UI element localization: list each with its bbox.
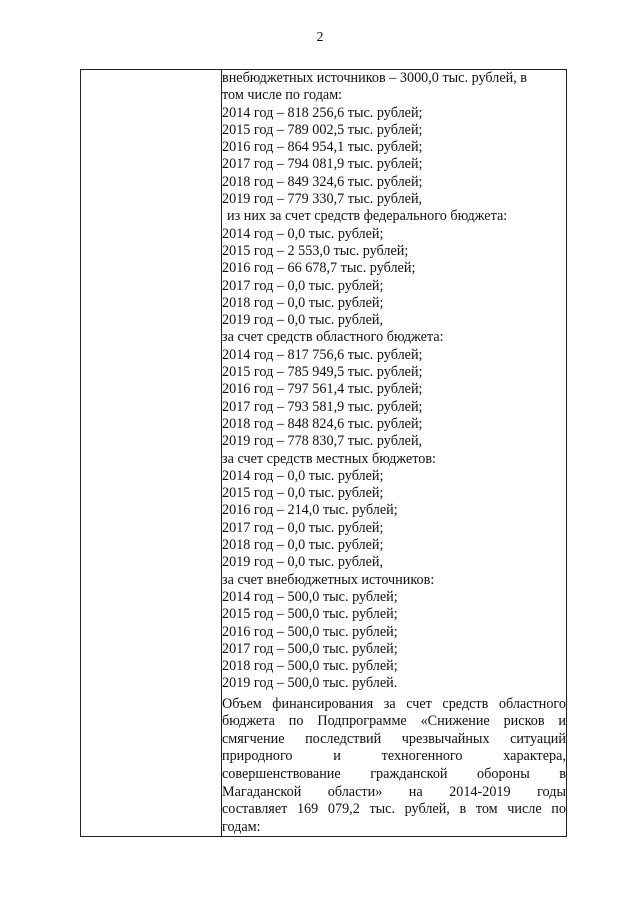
paragraph-line: совершенствование гражданской обороны в bbox=[222, 766, 566, 783]
funding-line: 2016 год – 797 561,4 тыс. рублей; bbox=[222, 381, 423, 398]
funding-line: 2016 год – 864 954,1 тыс. рублей; bbox=[222, 139, 423, 156]
funding-line: 2019 год – 779 330,7 тыс. рублей, bbox=[222, 191, 423, 208]
funding-line: 2014 год – 817 756,6 тыс. рублей; bbox=[222, 346, 423, 363]
funding-line: 2017 год – 0,0 тыс. рублей; bbox=[222, 277, 384, 294]
funding-line: 2019 год – 500,0 тыс. рублей. bbox=[222, 675, 398, 692]
funding-lines bbox=[222, 70, 566, 693]
funding-line: 2014 год – 500,0 тыс. рублей; bbox=[222, 588, 398, 605]
paragraph-line: природного и техногенного характера, bbox=[222, 748, 566, 765]
funding-line: внебюджетных источников – 3000,0 тыс. рублей, в bbox=[222, 70, 528, 86]
paragraph-line: Магаданской области» на 2014-2019 годы bbox=[222, 783, 566, 800]
funding-line: за счет средств местных бюджетов: bbox=[222, 450, 436, 467]
funding-line: 2015 год – 785 949,5 тыс. рублей; bbox=[222, 364, 423, 381]
table-cell-label bbox=[81, 70, 222, 837]
funding-line: 2014 год – 818 256,6 тыс. рублей; bbox=[222, 104, 423, 121]
table-cell-content bbox=[222, 70, 567, 837]
funding-line: 2018 год – 500,0 тыс. рублей; bbox=[222, 658, 398, 675]
funding-line: 2015 год – 500,0 тыс. рублей; bbox=[222, 606, 398, 623]
funding-line: 2017 год – 794 081,9 тыс. рублей; bbox=[222, 156, 423, 173]
funding-line: 2015 год – 789 002,5 тыс. рублей; bbox=[222, 121, 423, 138]
funding-line: 2019 год – 778 830,7 тыс. рублей, bbox=[222, 433, 423, 450]
table-row bbox=[81, 70, 567, 837]
funding-line: из них за счет средств федерального бюджета: bbox=[227, 208, 508, 225]
funding-line: 2018 год – 0,0 тыс. рублей; bbox=[222, 537, 384, 554]
funding-line: том числе по годам: bbox=[222, 87, 343, 104]
paragraph-line: годам: bbox=[222, 818, 261, 835]
funding-line: 2019 год – 0,0 тыс. рублей, bbox=[222, 554, 384, 571]
funding-line: за счет средств областного бюджета: bbox=[222, 329, 444, 346]
funding-line: 2014 год – 0,0 тыс. рублей; bbox=[222, 225, 384, 242]
funding-line: 2016 год – 66 678,7 тыс. рублей; bbox=[222, 260, 416, 277]
funding-line: 2017 год – 500,0 тыс. рублей; bbox=[222, 640, 398, 657]
funding-line: 2014 год – 0,0 тыс. рублей; bbox=[222, 467, 384, 484]
funding-line: за счет внебюджетных источников: bbox=[222, 571, 435, 588]
funding-line: 2018 год – 848 824,6 тыс. рублей; bbox=[222, 415, 423, 432]
funding-line: 2015 год – 2 553,0 тыс. рублей; bbox=[222, 242, 409, 259]
funding-line: 2018 год – 0,0 тыс. рублей; bbox=[222, 294, 384, 311]
funding-line: 2016 год – 214,0 тыс. рублей; bbox=[222, 502, 398, 519]
paragraph-line: бюджета по Подпрограмме «Снижение рисков и bbox=[222, 713, 566, 730]
funding-line: 2019 год – 0,0 тыс. рублей, bbox=[222, 312, 384, 329]
funding-line: 2017 год – 0,0 тыс. рублей; bbox=[222, 519, 384, 536]
funding-line: 2017 год – 793 581,9 тыс. рублей; bbox=[222, 398, 423, 415]
paragraph-line: смягчение последствий чрезвычайных ситуаций bbox=[222, 730, 566, 747]
page-number: 2 bbox=[316, 30, 324, 45]
funding-line: 2016 год – 500,0 тыс. рублей; bbox=[222, 623, 398, 640]
paragraph-line: Объем финансирования за счет средств областного bbox=[222, 695, 566, 712]
funding-paragraph bbox=[222, 696, 566, 837]
program-passport-table bbox=[80, 69, 567, 837]
funding-line: 2015 год – 0,0 тыс. рублей; bbox=[222, 485, 384, 502]
funding-line: 2018 год – 849 324,6 тыс. рублей; bbox=[222, 173, 423, 190]
paragraph-line: составляет 169 079,2 тыс. рублей, в том числе по bbox=[222, 801, 566, 818]
